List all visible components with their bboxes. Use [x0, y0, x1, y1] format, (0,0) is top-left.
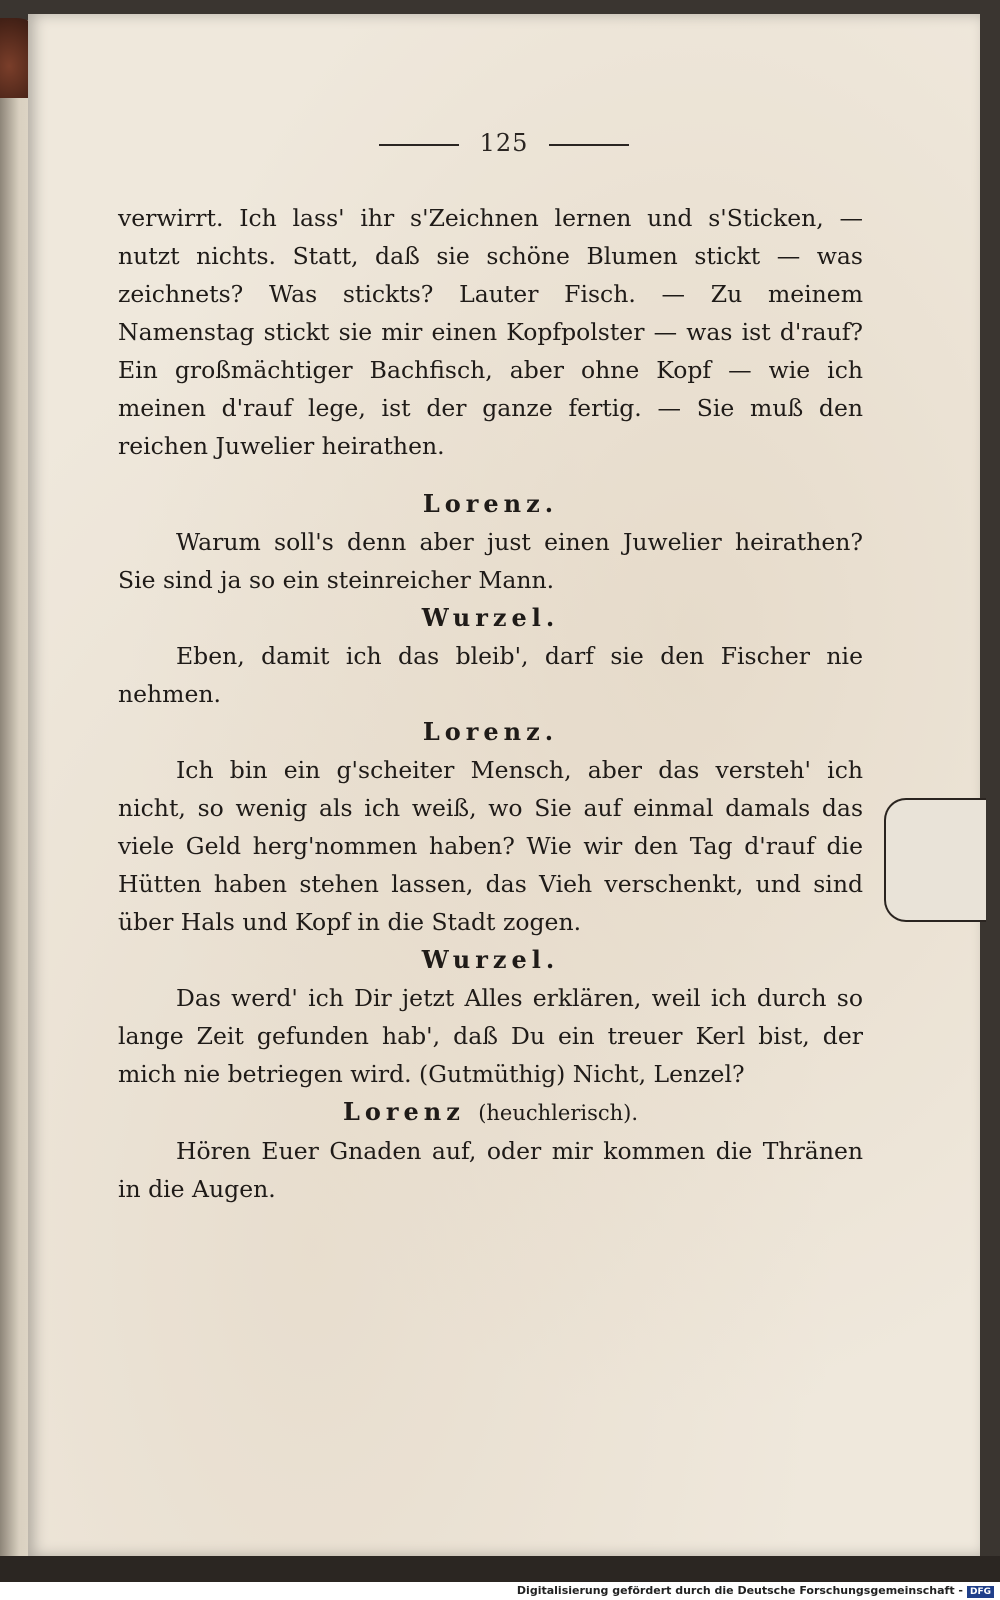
paragraph-3: Eben, damit ich das bleib', darf sie den Fischer nie nehmen. — [118, 642, 863, 708]
header-rule-left — [379, 144, 459, 146]
page-tab-marker — [884, 798, 986, 922]
speaker-heading: Lorenz. — [422, 489, 559, 518]
speaker-heading: Lorenz. — [422, 717, 559, 746]
paragraph-2: Warum soll's denn aber just einen Juwelier heirathen? Sie sind ja so ein steinreicher Mann. — [118, 528, 863, 594]
stage-direction: (heuchlerisch). — [478, 1101, 639, 1125]
paragraph-7: Hören Euer Gnaden auf, oder mir kommen die Thränen in die Augen. — [118, 1137, 863, 1203]
paragraph-4: Ich bin ein g'scheiter Mensch, aber das versteh' ich nicht, so wenig als ich weiß, wo Sie auf einmal damals das viele Geld herg'nommen haben? Wie wir den Tag d'rauf die Hütten haben stehen lassen, das Vieh verschenkt, und sind über Hals und Kopf in die Stadt zogen. — [118, 756, 863, 936]
book-page — [28, 14, 980, 1556]
paragraph-1: verwirrt. Ich lass' ihr s'Zeichnen lernen und s'Sticken, — nutzt nichts. Statt, daß sie schöne Blumen stickt — was zeichnets? Was stickts? Lauter Fisch. — Zu meinem Namenstag stickt sie mir einen Kopfpolster — was ist d'rauf? Ein großmächtiger Bachfisch, aber ohne Kopf — wie ich meinen d'rauf lege, ist der ganze fertig. — Sie muß den reichen Juwelier heirathen. — [118, 204, 863, 460]
footer-credit: Digitalisierung gefördert durch die Deutsche Forschungsgemeinschaft - — [516, 1584, 963, 1597]
dfg-logo: DFG — [967, 1586, 994, 1598]
page-number: 125 — [479, 129, 529, 157]
speaker-heading-with-direction — [118, 1093, 863, 1132]
page-body — [118, 199, 863, 1208]
speaker-heading: Wurzel. — [421, 603, 560, 632]
digitization-footer — [0, 1582, 1000, 1600]
paragraph-5: Das werd' ich Dir jetzt Alles erklären, weil ich durch so lange Zeit gefunden hab', daß Du ein treuer Kerl bist, der mich nie betriegen wird. (Gutmüthig) Nicht, Lenzel? — [118, 984, 863, 1088]
scan-bottom-edge — [0, 1556, 1000, 1582]
page-header — [28, 129, 980, 157]
speaker-heading: Wurzel. — [421, 945, 560, 974]
header-rule-right — [549, 144, 629, 146]
speaker-name: Lorenz — [342, 1097, 465, 1126]
